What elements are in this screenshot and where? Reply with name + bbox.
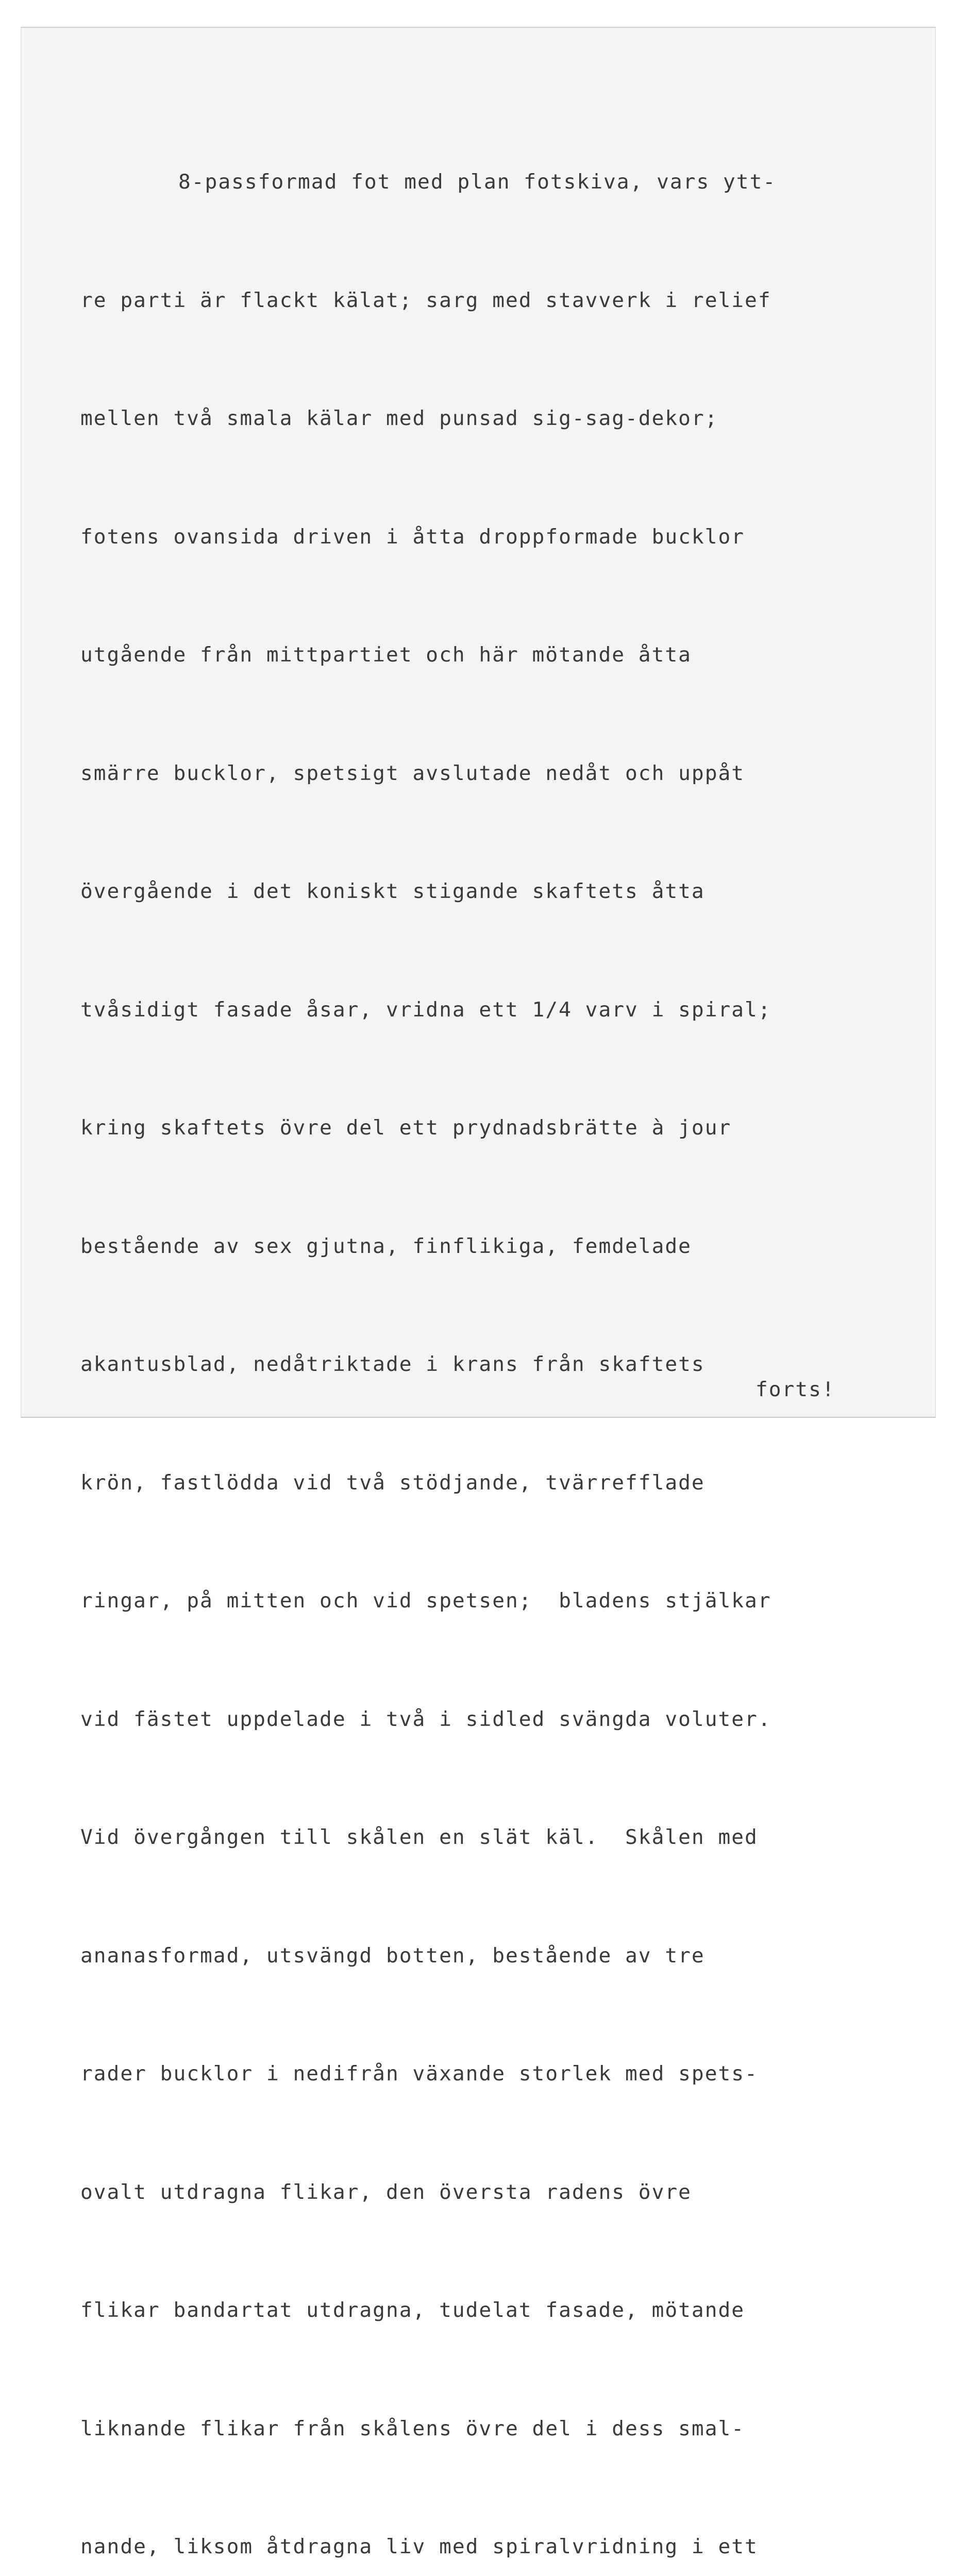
text-line: nande, liksom åtdragna liv med spiralvridning i ett <box>80 2535 758 2558</box>
text-line: rader bucklor i nedifrån växande storlek med spets- <box>80 2062 758 2086</box>
text-line: utgående från mittpartiet och här mötande åtta <box>80 643 692 667</box>
text-line: akantusblad, nedåtriktade i krans från skaftets <box>80 1352 705 1376</box>
text-line: smärre bucklor, spetsigt avslutade nedåt och uppåt <box>80 761 745 785</box>
text-line: bestående av sex gjutna, finflikiga, femdelade <box>80 1234 692 1258</box>
document-sheet <box>21 27 936 2558</box>
text-line: övergående i det koniskt stigande skaftets åtta <box>80 879 705 903</box>
text-line: 8-passformad fot med plan fotskiva, vars ytt- <box>178 170 777 194</box>
text-line: mellen två smala kälar med punsad sig-sag-dekor; <box>80 406 718 430</box>
text-line: fotens ovansida driven i åtta droppformade bucklor <box>80 524 745 549</box>
text-line: ringar, på mitten och vid spetsen; bladens stjälkar <box>80 1589 771 1613</box>
continuation-note: forts! <box>755 1378 835 1401</box>
text-line: ovalt utdragna flikar, den översta radens övre <box>80 2180 692 2204</box>
text-line: kring skaftets övre del ett prydnadsbrätte à jour <box>80 1116 732 1140</box>
text-line: liknande flikar från skålens övre del i dess smal- <box>80 2416 745 2441</box>
text-line: vid fästet uppdelade i två i sidled svängda voluter. <box>80 1707 771 1731</box>
text-line: Vid övergången till skålen en slät käl. Skålen med <box>80 1825 758 1849</box>
text-line: ananasformad, utsvängd botten, bestående av tre <box>80 1943 705 1968</box>
text-line: re parti är flackt kälat; sarg med stavverk i relief <box>80 288 771 312</box>
text-line: flikar bandartat utdragna, tudelat fasade, mötande <box>80 2298 745 2322</box>
body-text <box>80 83 931 2576</box>
text-line: tvåsidigt fasade åsar, vridna ett 1/4 varv i spiral; <box>80 997 771 1022</box>
text-line: krön, fastlödda vid två stödjande, tvärrefflade <box>80 1470 705 1495</box>
